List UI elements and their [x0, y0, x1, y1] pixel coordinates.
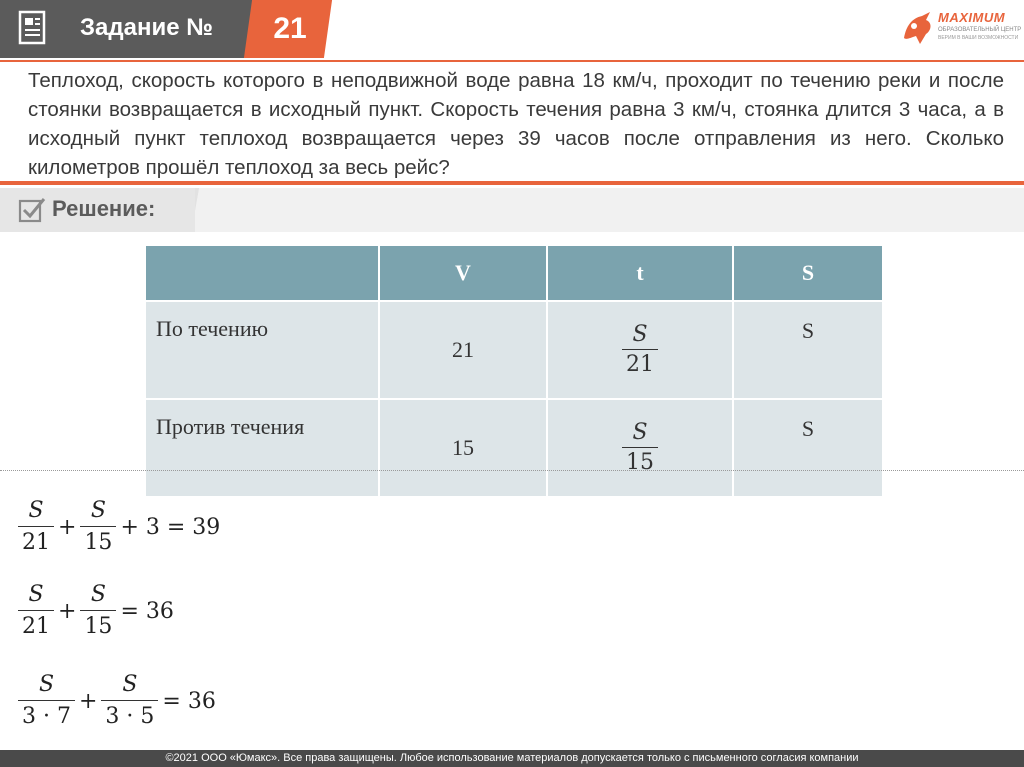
fraction-denominator: 15 [622, 447, 658, 478]
fraction [80, 496, 116, 559]
fraction-denominator: 21 [18, 610, 54, 643]
fraction-numerator: S [122, 672, 138, 697]
table-header-cell: t [547, 245, 733, 301]
time-cell [547, 301, 733, 399]
time-fraction [622, 321, 658, 380]
fraction-denominator: 21 [18, 526, 54, 559]
operator: + [78, 689, 98, 714]
task-title: Задание № [80, 14, 213, 41]
table-row [145, 301, 883, 399]
dotted-divider [0, 470, 1024, 471]
row-label: По течению [145, 301, 379, 399]
header [0, 0, 1024, 62]
fraction-denominator: 3 · 7 [18, 700, 75, 733]
problem-divider [0, 181, 1024, 185]
task-number: 21 [273, 12, 307, 45]
equation-rest: = 36 [120, 599, 174, 624]
fraction-denominator: 15 [80, 526, 116, 559]
logo-tagline-1: ОБРАЗОВАТЕЛЬНЫЙ ЦЕНТР [938, 27, 1022, 33]
equation-3 [18, 670, 220, 733]
fraction-numerator: S [28, 582, 44, 607]
table-header-cell: V [379, 245, 547, 301]
maximum-logo [900, 8, 1020, 52]
motion-table [144, 244, 884, 498]
logo-name: MAXIMUM [938, 10, 1006, 25]
row-label: Против течения [145, 399, 379, 497]
problem-text: Теплоход, скорость которого в неподвижной воде равна 18 км/ч, проходит по течению реки и после стоянки возвращается в исходный пункт. Скорость течения равна 3 км/ч, стоянка длится 3 часа, а в исходный пункт теплоход возвращается через 39 часов после отправления из него. Сколько километров прошёл теплоход за весь рейс? [28, 69, 1004, 179]
equation-rest: = 36 [162, 689, 216, 714]
table-row [145, 399, 883, 497]
fraction [18, 670, 75, 733]
document-icon [18, 10, 48, 46]
logo-tagline-2: ВЕРИМ В ВАШИ ВОЗМОЖНОСТИ [938, 35, 1019, 41]
solution-label: Решение: [52, 196, 156, 221]
time-fraction [622, 419, 658, 478]
fraction-denominator: 21 [622, 349, 658, 380]
speed-cell: 21 [379, 301, 547, 399]
checkbox-check-icon [18, 196, 46, 224]
equation-2 [18, 580, 178, 643]
fraction-numerator: S [632, 321, 648, 347]
logo-figure-icon [900, 8, 936, 48]
copyright-footer: ©2021 ООО «Юмакс». Все права защищены. Любое использование материалов допускается только с письменного согласия компании [0, 750, 1024, 767]
distance-cell: S [733, 399, 883, 497]
equation-rest: + 3 = 39 [120, 515, 221, 540]
distance-cell: S [733, 301, 883, 399]
table-header-cell: S [733, 245, 883, 301]
fraction-numerator: S [38, 672, 55, 697]
fraction-denominator: 15 [80, 610, 116, 643]
fraction [80, 580, 116, 643]
fraction [101, 670, 158, 733]
fraction [18, 580, 54, 643]
fraction-numerator: S [90, 582, 106, 607]
operator: + [58, 599, 77, 624]
fraction-numerator: S [28, 498, 44, 523]
time-cell [547, 399, 733, 497]
fraction-denominator: 3 · 5 [101, 700, 158, 733]
fraction-numerator: S [90, 498, 106, 523]
speed-cell: 15 [379, 399, 547, 497]
operator: + [58, 515, 77, 540]
table-header-cell [145, 245, 379, 301]
fraction-numerator: S [632, 419, 648, 445]
fraction [18, 496, 54, 559]
header-divider [0, 60, 1024, 62]
equation-1 [18, 496, 224, 559]
table-header-row [145, 245, 883, 301]
